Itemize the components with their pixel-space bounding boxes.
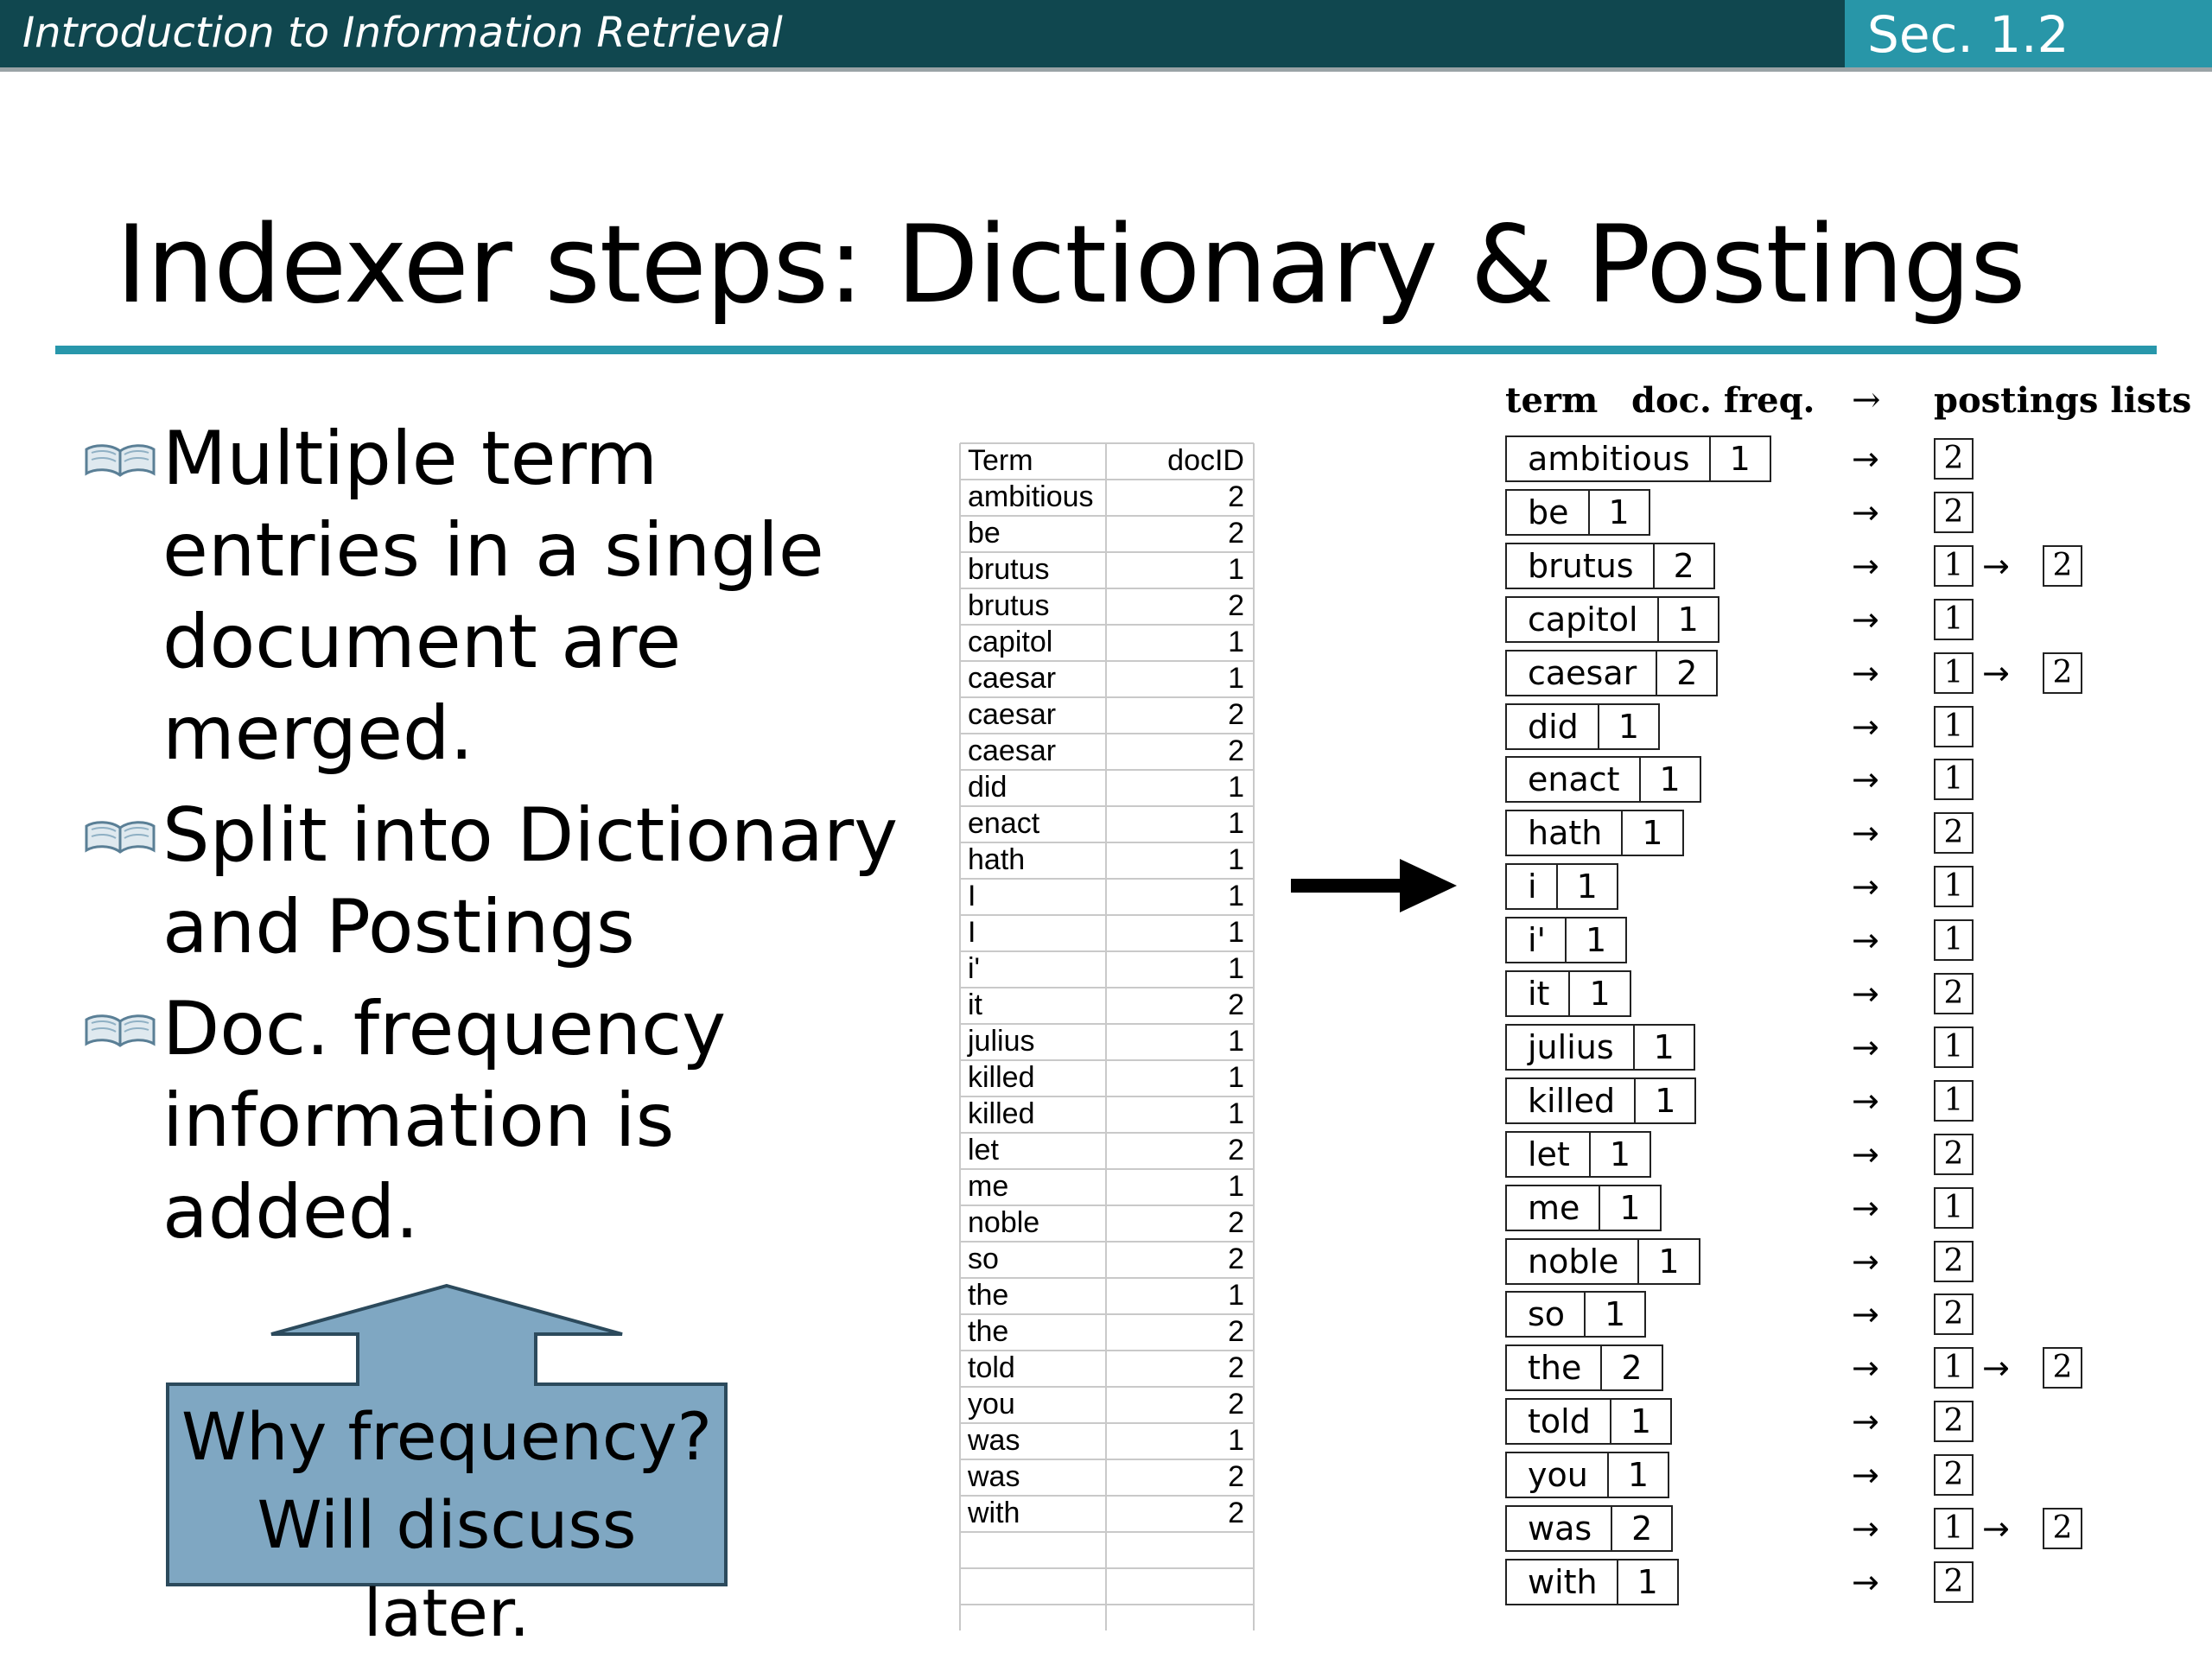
dictionary-row: [0, 810, 2212, 860]
slide-title: Indexer steps: Dictionary & Postings: [116, 203, 2025, 327]
dictionary-entry: [1505, 1559, 1679, 1605]
doc-frequency: 2: [1656, 652, 1716, 695]
dictionary-row: [0, 1344, 2212, 1395]
dictionary-entry: [1505, 863, 1618, 910]
term-cell: was: [968, 1460, 1020, 1493]
term-cell: was: [968, 1424, 1020, 1457]
dictionary-header-freq: doc. freq.: [1631, 380, 1815, 421]
docid-cell: 1: [1228, 662, 1244, 695]
bullet-line: Split into Dictionary: [162, 792, 899, 879]
dictionary-term: let: [1528, 1135, 1570, 1173]
posting-docid: 2: [1934, 1454, 1974, 1496]
term-cell: ambitious: [968, 480, 1094, 513]
dictionary-row: [0, 1452, 2212, 1502]
section-badge: [1845, 0, 2212, 67]
dictionary-entry: [1505, 596, 1719, 643]
term-cell: caesar: [968, 662, 1057, 695]
bullet-line: added.: [162, 1169, 419, 1255]
dictionary-entry: [1505, 489, 1650, 536]
posting-docid: 1: [1934, 706, 1974, 747]
pointer-arrow: →: [1852, 1349, 1879, 1387]
dictionary-term: was: [1528, 1510, 1592, 1548]
dictionary-entry: [1505, 650, 1718, 696]
docid-cell: 1: [1228, 1025, 1244, 1058]
dictionary-term: brutus: [1528, 547, 1634, 585]
column-header-docid: docID: [1167, 444, 1244, 477]
term-cell: told: [968, 1351, 1015, 1384]
dictionary-entry: [1505, 1452, 1669, 1498]
posting-docid: 1: [1934, 866, 1974, 907]
term-cell: hath: [968, 843, 1026, 876]
dictionary-row: [0, 756, 2212, 806]
bullet-line: Multiple term: [162, 416, 658, 502]
posting-docid: 2: [1934, 1241, 1974, 1282]
docid-cell: 2: [1228, 988, 1244, 1021]
doc-frequency: 1: [1599, 1186, 1659, 1230]
pointer-arrow: →: [1852, 760, 1879, 798]
bullet-line: entries in a single: [162, 507, 824, 594]
posting-docid: 1: [1934, 1187, 1974, 1229]
posting-docid: 1: [1934, 1347, 1974, 1389]
posting-docid: 2: [1934, 1294, 1974, 1335]
doc-frequency: 1: [1637, 1240, 1698, 1283]
doc-frequency: 1: [1568, 972, 1629, 1015]
term-cell: did: [968, 771, 1007, 804]
dictionary-row: [0, 596, 2212, 646]
posting-docid: 1: [1934, 652, 1974, 694]
docid-cell: 2: [1228, 1388, 1244, 1421]
doc-frequency: 1: [1598, 705, 1658, 748]
dictionary-entry: [1505, 1344, 1663, 1391]
pointer-arrow: →: [1852, 547, 1879, 585]
docid-cell: 1: [1228, 807, 1244, 840]
pointer-arrow: →: [1852, 868, 1879, 906]
dictionary-term: the: [1528, 1349, 1582, 1387]
docid-cell: 2: [1228, 698, 1244, 731]
term-cell: caesar: [968, 698, 1057, 731]
term-cell: brutus: [968, 589, 1050, 622]
dictionary-entry: [1505, 810, 1684, 856]
term-cell: with: [968, 1497, 1020, 1529]
docid-cell: 2: [1228, 734, 1244, 767]
dictionary-term: hath: [1528, 814, 1603, 852]
dictionary-row: [0, 917, 2212, 967]
posting-docid: 2: [1934, 973, 1974, 1014]
pointer-arrow: →: [1852, 1135, 1879, 1173]
posting-docid: 2: [1934, 1561, 1974, 1603]
dictionary-term: noble: [1528, 1243, 1619, 1281]
doc-frequency: 1: [1639, 758, 1700, 801]
posting-docid: 2: [1934, 438, 1974, 480]
dictionary-term: did: [1528, 708, 1579, 746]
doc-frequency: 1: [1657, 598, 1718, 641]
doc-frequency: 1: [1589, 1133, 1649, 1176]
dictionary-header-postings: postings lists: [1934, 380, 2192, 421]
term-cell: caesar: [968, 734, 1057, 767]
pointer-arrow: →: [1852, 1189, 1879, 1227]
dictionary-entry: [1505, 970, 1631, 1017]
dictionary-term: so: [1528, 1295, 1566, 1333]
docid-cell: 1: [1228, 626, 1244, 658]
term-cell: killed: [968, 1097, 1035, 1130]
doc-frequency: 1: [1588, 491, 1649, 534]
dictionary-row: [0, 543, 2212, 593]
term-cell: I: [968, 880, 976, 912]
term-cell: enact: [968, 807, 1040, 840]
dictionary-entry: [1505, 1238, 1700, 1285]
posting-docid: 1: [1934, 1508, 1974, 1549]
doc-frequency: 2: [1600, 1346, 1661, 1389]
pointer-arrow: →: [1852, 814, 1879, 852]
title-underline: [55, 346, 2157, 354]
term-cell: i': [968, 952, 981, 985]
section-label: Sec. 1.2: [1867, 5, 2069, 64]
docid-cell: 1: [1228, 916, 1244, 949]
dictionary-row: [0, 489, 2212, 539]
dictionary-entry: [1505, 435, 1771, 482]
docid-cell: 2: [1228, 1315, 1244, 1348]
doc-frequency: 1: [1634, 1079, 1694, 1122]
term-cell: me: [968, 1170, 1009, 1203]
dictionary-entry: [1505, 917, 1627, 963]
posting-docid: 1: [1934, 1080, 1974, 1122]
dictionary-entry: [1505, 543, 1715, 589]
term-cell: let: [968, 1134, 999, 1166]
bullet-line: and Postings: [162, 884, 635, 970]
posting-docid: 2: [1934, 1134, 1974, 1175]
term-cell: the: [968, 1315, 1009, 1348]
term-cell: I: [968, 916, 976, 949]
docid-cell: 2: [1228, 589, 1244, 622]
dictionary-row: [0, 1398, 2212, 1448]
dictionary-entry: [1505, 1077, 1696, 1124]
dictionary-term: i': [1528, 921, 1547, 959]
posting-docid: 2: [2043, 1347, 2082, 1389]
dictionary-row: [0, 1291, 2212, 1341]
dictionary-entry: [1505, 1185, 1662, 1231]
doc-frequency: 1: [1633, 1026, 1694, 1069]
docid-cell: 1: [1228, 1097, 1244, 1130]
pointer-arrow: →: [1852, 1563, 1879, 1601]
docid-cell: 2: [1228, 1243, 1244, 1275]
term-cell: so: [968, 1243, 999, 1275]
callout-line: Why frequency?: [181, 1398, 712, 1475]
pointer-arrow: →: [1852, 975, 1879, 1013]
term-cell: you: [968, 1388, 1015, 1421]
docid-cell: 1: [1228, 1279, 1244, 1312]
docid-cell: 2: [1228, 1351, 1244, 1384]
docid-cell: 2: [1228, 480, 1244, 513]
posting-link-arrow: →: [1982, 1510, 2010, 1548]
dictionary-row: [0, 970, 2212, 1020]
term-cell: brutus: [968, 553, 1050, 586]
docid-cell: 1: [1228, 1170, 1244, 1203]
doc-frequency: 1: [1610, 1400, 1670, 1443]
pointer-arrow: →: [1852, 1082, 1879, 1120]
pointer-arrow: →: [1852, 1510, 1879, 1548]
docid-cell: 1: [1228, 553, 1244, 586]
posting-docid: 2: [2043, 652, 2082, 694]
term-cell: capitol: [968, 626, 1053, 658]
dictionary-term: be: [1528, 493, 1569, 531]
doc-frequency: 1: [1709, 437, 1770, 480]
posting-docid: 1: [1934, 759, 1974, 800]
dictionary-term: with: [1528, 1563, 1598, 1601]
dictionary-row: [0, 1185, 2212, 1235]
dictionary-term: it: [1528, 975, 1550, 1013]
dictionary-row: [0, 435, 2212, 486]
term-cell: julius: [968, 1025, 1035, 1058]
pointer-arrow: →: [1852, 440, 1879, 478]
term-cell: the: [968, 1279, 1009, 1312]
docid-cell: 1: [1228, 771, 1244, 804]
term-cell: be: [968, 517, 1001, 550]
dictionary-term: julius: [1528, 1028, 1614, 1066]
pointer-arrow: →: [1852, 921, 1879, 959]
docid-cell: 2: [1228, 517, 1244, 550]
pointer-arrow: →: [1852, 493, 1879, 531]
posting-docid: 1: [1934, 1027, 1974, 1068]
doc-frequency: 1: [1584, 1293, 1644, 1336]
dictionary-header-term: term: [1505, 380, 1599, 421]
pointer-arrow: →: [1852, 1456, 1879, 1494]
posting-docid: 2: [1934, 1401, 1974, 1442]
dictionary-term: ambitious: [1528, 440, 1690, 478]
dictionary-entry: [1505, 703, 1660, 750]
doc-frequency: 2: [1653, 544, 1713, 588]
dictionary-term: killed: [1528, 1082, 1616, 1120]
docid-cell: 1: [1228, 1424, 1244, 1457]
docid-cell: 2: [1228, 1460, 1244, 1493]
doc-frequency: 2: [1611, 1507, 1671, 1550]
dictionary-entry: [1505, 1398, 1672, 1445]
term-cell: it: [968, 988, 982, 1021]
dictionary-row: [0, 703, 2212, 753]
posting-docid: 2: [2043, 1508, 2082, 1549]
bullet-line: Doc. frequency: [162, 986, 727, 1072]
bullet-line: document are: [162, 599, 682, 685]
doc-frequency: 1: [1617, 1560, 1677, 1604]
posting-link-arrow: →: [1982, 1349, 2010, 1387]
dictionary-row: [0, 1077, 2212, 1128]
posting-docid: 1: [1934, 599, 1974, 640]
dictionary-entry: [1505, 1024, 1695, 1071]
pointer-arrow: →: [1852, 601, 1879, 639]
dictionary-entry: [1505, 1131, 1651, 1178]
dictionary-row: [0, 1238, 2212, 1288]
header-bar: [0, 0, 2212, 72]
docid-cell: 1: [1228, 1061, 1244, 1094]
pointer-arrow: →: [1852, 1295, 1879, 1333]
posting-docid: 2: [1934, 492, 1974, 533]
dictionary-row: [0, 650, 2212, 700]
dictionary-term: i: [1528, 868, 1537, 906]
dictionary-row: [0, 1024, 2212, 1074]
doc-frequency: 1: [1621, 811, 1681, 855]
docid-cell: 1: [1228, 952, 1244, 985]
dictionary-row: [0, 1131, 2212, 1181]
docid-cell: 1: [1228, 880, 1244, 912]
bullet-line: merged.: [162, 690, 474, 777]
bullet-line: information is: [162, 1077, 675, 1164]
dictionary-term: capitol: [1528, 601, 1638, 639]
course-title: Introduction to Information Retrieval: [22, 9, 783, 57]
doc-frequency: 1: [1607, 1453, 1668, 1497]
posting-docid: 2: [2043, 545, 2082, 587]
dictionary-entry: [1505, 1505, 1673, 1552]
dictionary-term: enact: [1528, 760, 1620, 798]
docid-cell: 2: [1228, 1134, 1244, 1166]
pointer-arrow: →: [1852, 1402, 1879, 1440]
pointer-arrow: →: [1852, 654, 1879, 692]
dictionary-entry: [1505, 756, 1701, 803]
pointer-arrow: →: [1852, 708, 1879, 746]
dictionary-term: told: [1528, 1402, 1591, 1440]
column-header-term: Term: [968, 444, 1033, 477]
pointer-arrow: →: [1852, 1028, 1879, 1066]
docid-cell: 2: [1228, 1497, 1244, 1529]
dictionary-header-arrow: →: [1852, 380, 1881, 420]
dictionary-entry: [1505, 1291, 1646, 1338]
posting-docid: 1: [1934, 545, 1974, 587]
doc-frequency: 1: [1565, 918, 1625, 962]
dictionary-term: you: [1528, 1456, 1588, 1494]
docid-cell: 2: [1228, 1206, 1244, 1239]
posting-link-arrow: →: [1982, 654, 2010, 692]
callout-line: Will discuss later.: [257, 1486, 637, 1651]
posting-docid: 1: [1934, 919, 1974, 961]
doc-frequency: 1: [1556, 865, 1617, 908]
dictionary-row: [0, 863, 2212, 913]
dictionary-term: me: [1528, 1189, 1580, 1227]
docid-cell: 1: [1228, 843, 1244, 876]
posting-docid: 2: [1934, 812, 1974, 854]
dictionary-term: caesar: [1528, 654, 1637, 692]
dictionary-row: [0, 1559, 2212, 1609]
pointer-arrow: →: [1852, 1243, 1879, 1281]
dictionary-row: [0, 1505, 2212, 1555]
term-cell: noble: [968, 1206, 1040, 1239]
posting-link-arrow: →: [1982, 547, 2010, 585]
term-cell: killed: [968, 1061, 1035, 1094]
